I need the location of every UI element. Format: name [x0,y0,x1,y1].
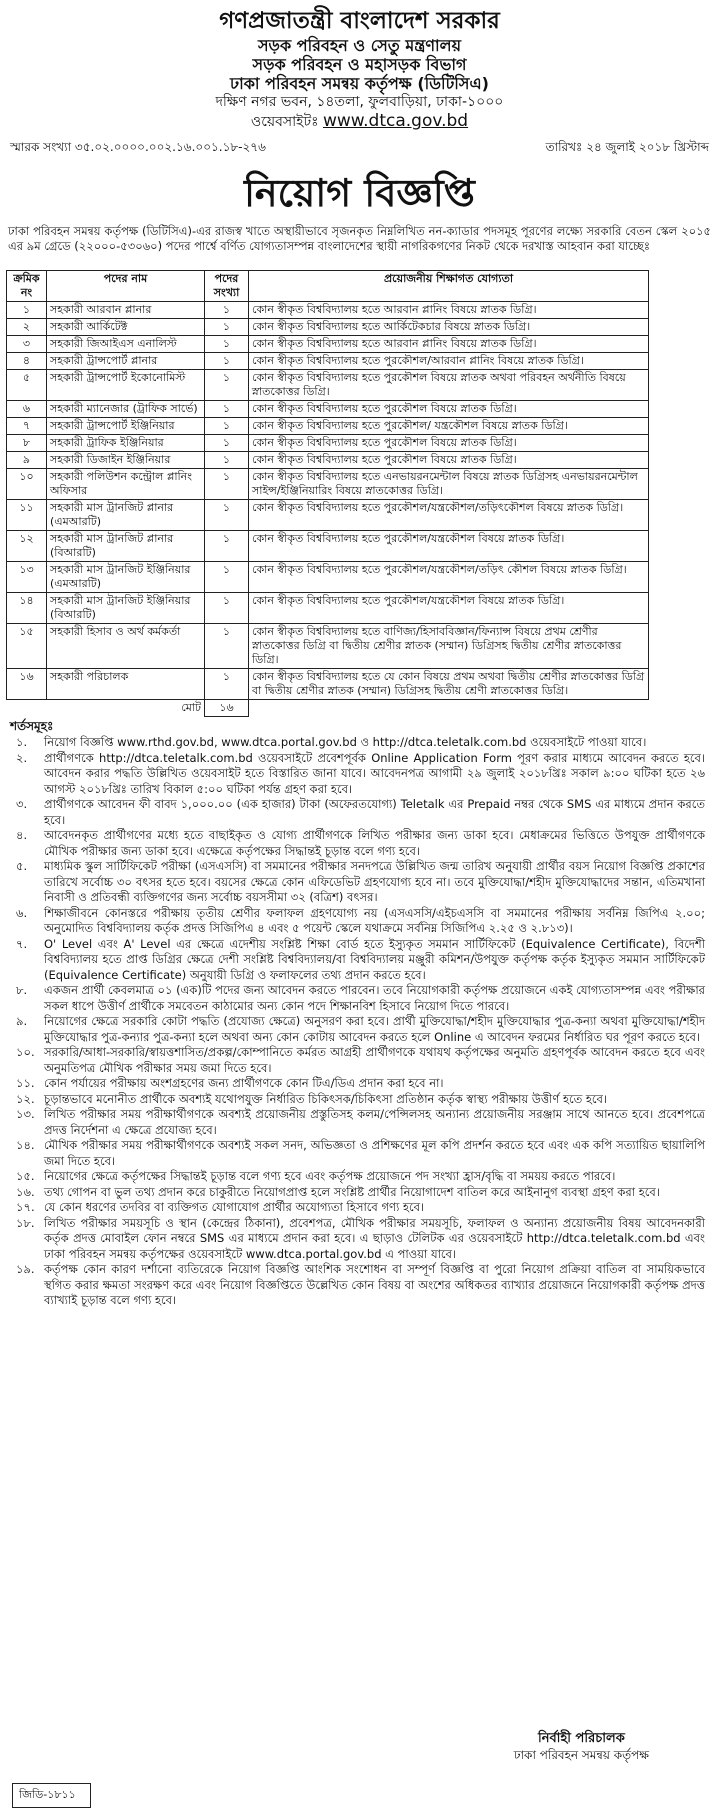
memo-number: স্মারক সংখ্যা ৩৫.০২.০০০০.০০২.১৬.০০১.১৮-২৭৬ [10,140,266,154]
post-count-cell: ১ [205,302,249,319]
post-count-cell: ১ [205,370,249,401]
notice-title: নিয়োগ বিজ্ঞপ্তি [244,171,475,215]
qualification-cell: কোন স্বীকৃত বিশ্ববিদ্যালয় হতে পুরকৌশল/যন্ত্রকৌশল বিষয়ে স্নাতক ডিগ্রি। [249,593,649,624]
post-count-cell: ১ [205,469,249,500]
qualification-cell: কোন স্বীকৃত বিশ্ববিদ্যালয় হতে পুরকৌশল/যন্ত্রকৌশল/তড়িৎ কৌশল বিষয়ে স্নাতক ডিগ্রি। [249,562,649,593]
qualification-cell: কোন স্বীকৃত বিশ্ববিদ্যালয় হতে আরবান প্লানিং বিষয়ে স্নাতক ডিগ্রি। [249,336,649,353]
total-label: মোট [181,701,201,714]
post-count-cell: ১ [205,401,249,418]
website-link[interactable]: www.dtca.gov.bd [323,111,469,131]
condition-item [6,751,713,798]
post-count-cell: ১ [205,452,249,469]
condition-item [6,1200,713,1216]
post-count-cell: ১ [205,624,249,669]
website-line [0,112,719,132]
serial-cell: ২ [7,319,47,336]
condition-text: কোন পর্যায়ের পরীক্ষায় অংশগ্রহণের জন্য প্রার্থীগণকে কোন টিএ/ডিএ প্রদান করা হবে না। [44,1076,444,1090]
condition-item [6,828,713,859]
condition-item [6,1185,713,1201]
post-count-cell: ১ [205,562,249,593]
condition-number: ৯. [16,1014,28,1028]
condition-number: ১. [16,735,28,749]
condition-text: লিখিত পরীক্ষার সময় পরীক্ষার্থীগণকে অবশ্যই প্রয়োজনীয় প্রস্তুতিসহ কলম/পেন্সিলসহ অন্যান্য প্রয়োজনীয় সরঞ্জাম সাথে আনতে হবে। প্রবেশপত্রে প্রদত্ত নির্দেশনা এ ক্ষেত্রে প্রযোজ্য হবে। [44,1107,705,1137]
post-name-cell: সহকারী মাস ট্রানজিট ইঞ্জিনিয়ার (এমআরটি) [47,562,205,593]
serial-cell: ১৩ [7,562,47,593]
condition-text: আবেদনকৃত প্রার্থীগণের মধ্যে হতে বাছাইকৃত ও যোগ্য প্রার্থীগণকে লিখিত পরীক্ষার জন্য ডাকা হবে। মেধাক্রমের ভিত্তিতে উপযুক্ত প্রার্থীগণকে মৌখিক পরীক্ষার জন্য ডাকা হবে। এক্ষেত্রে কর্তৃপক্ষের সিদ্ধান্তই চূড়ান্ত বলে গণ্য হবে। [44,828,705,858]
post-name-cell: সহকারী মাস ট্রানজিট প্লানার (এমআরটি) [47,500,205,531]
header-serial: ক্রমিক নং [7,271,47,302]
serial-cell: ১০ [7,469,47,500]
posts-table [6,270,649,717]
serial-cell: ৫ [7,370,47,401]
condition-text: মৌখিক পরীক্ষার সময় পরীক্ষার্থীগণকে অবশ্যই সকল সনদ, অভিজ্ঞতা ও প্রশিক্ষণের মূল কপি প্রদর্শন করতে হবে এবং এক কপি সত্যায়িত ছায়ালিপি জমা দিতে হবে। [44,1138,705,1168]
qualification-cell: কোন স্বীকৃত বিশ্ববিদ্যালয় হতে এনভায়রনমেন্টাল বিষয়ে স্নাতক ডিগ্রিসহ এনভায়রনমেন্টাল সাইন্স/ইঞ্জিনিয়ারিং বিষয়ে স্নাতকোত্তর ডিগ্রি। [249,469,649,500]
notice-page [0,6,719,1814]
condition-text: তথ্য গোপন বা ভুল তথ্য প্রদান করে চাকুরীতে নিয়োগপ্রাপ্ত হলে সংশ্লিষ্ট প্রার্থীর নিয়োগাদেশ বাতিল করে আইনানুগ ব্যবস্থা গ্রহণ করা হবে। [44,1184,660,1199]
condition-text: যে কোন ধরণের তদবির বা ব্যক্তিগত যোগাযোগ প্রার্থীর অযোগ্যতা হিসাবে গণ্য হবে। [44,1200,425,1214]
condition-item [6,906,713,937]
qualification-cell: কোন স্বীকৃত বিশ্ববিদ্যালয় হতে পুরকৌশল বিষয়ে স্নাতক ডিগ্রি। [249,452,649,469]
address: দক্ষিণ নগর ভবন, ১৪তলা, ফুলবাড়িয়া, ঢাকা-১০০০ [215,94,504,110]
post-count-cell: ১ [205,353,249,370]
condition-item [6,1169,713,1185]
condition-number: ১৩. [16,1107,35,1121]
reference-row [0,134,719,160]
condition-text: O' Level এবং A' Level এর ক্ষেত্রে এদেশীয় সংশ্লিষ্ট শিক্ষা বোর্ড হতে ইস্যুকৃত সমমান সার্টিফিকেট (Equivalence Certificate), বিদেশী বিশ্ববিদ্যালয় হতে প্রাপ্ত ডিগ্রির ক্ষেত্রে দেশী সংশ্লিষ্ট বিশ্ববিদ্যালয়/বা বিশ্ববিদ্যালয় মঞ্জুরী কমিশন/উপযুক্ত কর্তৃপক্ষ কর্তৃক ইস্যুকৃত সমমান সার্টিফিকেট (Equivalence Certificate) অনুযায়ী ডিগ্রি ও ফলাফলের তথ্য প্রদান করতে হবে। [44,936,705,982]
post-name-cell: সহকারী ট্রান্সপোর্ট ইঞ্জিনিয়ার [47,418,205,435]
post-name-cell: সহকারী জিআইএস এনালিস্ট [47,336,205,353]
condition-item [6,797,713,828]
post-name-cell: সহকারী ট্রান্সপোর্ট ইকোনোমিস্ট [47,370,205,401]
qualification-cell: কোন স্বীকৃত বিশ্ববিদ্যালয় হতে পুরকৌশল বিষয়ে স্নাতক ডিগ্রি। [249,435,649,452]
authority-name: ঢাকা পরিবহন সমন্বয় কর্তৃপক্ষ (ডিটিসিএ) [230,74,489,93]
serial-cell: ১৬ [7,669,47,700]
conditions-title: শর্তসমূহঃ [10,719,54,733]
qualification-cell: কোন স্বীকৃত বিশ্ববিদ্যালয় হতে পুরকৌশল/আরবান প্লানিং বিষয়ে স্নাতক ডিগ্রি। [249,353,649,370]
qualification-cell: কোন স্বীকৃত বিশ্ববিদ্যালয় হতে পুরকৌশল/ যন্ত্রকৌশল বিষয়ে স্নাতক ডিগ্রি। [249,418,649,435]
intro-paragraph: ঢাকা পরিবহন সমন্বয় কর্তৃপক্ষ (ডিটিসিএ)-এর রাজস্ব খাতে অস্থায়ীভাবে সৃজনকৃত নিম্নলিখিত নন-ক্যাডার পদসমূহ পূরণের লক্ষ্যে সরকারি বেতন স্কেল ২০১৫ এর ৯ম গ্রেডে (২২০০০-৫৩০৬০) পদের পার্শ্বে বর্ণিত যোগ্যতাসম্পন্ন বাংলাদেশের স্থায়ী নাগরিকগণের নিকট থেকে দরখাস্ত আহবান করা যাচ্ছেঃ [8,224,711,253]
post-name-cell: সহকারী মাস ট্রানজিট ইঞ্জিনিয়ার (বিআরটি) [47,593,205,624]
condition-item [6,1076,713,1092]
condition-number: ১২. [16,1091,35,1106]
govt-name: গণপ্রজাতন্ত্রী বাংলাদেশ সরকার [219,8,500,34]
condition-item [6,937,713,984]
serial-cell: ৮ [7,435,47,452]
condition-number: ১৯. [16,1262,35,1276]
condition-number: ৪. [16,828,28,842]
signatory-office: ঢাকা পরিবহন সমন্বয় কর্তৃপক্ষ [513,1748,649,1762]
condition-number: ৮. [16,983,28,997]
header-post: পদের নাম [47,271,205,302]
qualification-cell: কোন স্বীকৃত বিশ্ববিদ্যালয় হতে বাণিজ্য/হিসাববিজ্ঞান/ফিন্যান্স বিষয়ে প্রথম শ্রেণীর স্নাতকোত্তর ডিগ্রি বা দ্বিতীয় শ্রেণীর স্নাতক (সম্মান) ডিগ্রিসহ দ্বিতীয় শ্রেণীর স্নাতকোত্তর ডিগ্রি। [249,624,649,669]
footer-code: জিডি-১৮১১ [12,1783,91,1808]
condition-item [6,1216,713,1263]
post-count-cell: ১ [205,319,249,336]
condition-text: লিখিত পরীক্ষার সময়সূচি ও স্থান (কেন্দ্রের ঠিকানা), প্রবেশপত্র, মৌখিক পরীক্ষার সময়সূচি, ফলাফল ও অন্যান্য প্রয়োজনীয় বিষয় আবেদনকারী কর্তৃক প্রদত্ত মোবাইল ফোন নম্বরে SMS এর মাধ্যমে প্রদান করা হবে। এ ছাড়াও টেলিটক এর ওয়েবসাইটে http://dtca.teletalk.com.bd এবং ঢাকা পরিবহন সমন্বয় কর্তৃপক্ষের ওয়েবসাইটে www.dtca.portal.gov.bd এ পাওয়া যাবে। [44,1215,706,1261]
table-row [7,500,649,531]
post-name-cell: সহকারী ট্রাফিক ইঞ্জিনিয়ার [47,435,205,452]
condition-number: ১০. [16,1045,35,1059]
table-row [7,624,649,669]
table-row [7,302,649,319]
qualification-cell: কোন স্বীকৃত বিশ্ববিদ্যালয় হতে পুরকৌশল/যন্ত্রকৌশল বিষয়ে স্নাতক ডিগ্রি। [249,531,649,562]
post-name-cell: সহকারী পলিউশন কন্ট্রোল প্লানিং অফিসার [47,469,205,500]
post-name-cell: সহকারী ট্রান্সপোর্ট প্লানার [47,353,205,370]
post-count-cell: ১ [205,435,249,452]
condition-item [6,859,713,906]
condition-number: ৩. [16,797,28,811]
condition-item [6,1138,713,1169]
serial-cell: ১২ [7,531,47,562]
serial-cell: ৬ [7,401,47,418]
condition-item [6,1107,713,1138]
condition-number: ২. [16,750,28,765]
post-count-cell: ১ [205,593,249,624]
serial-cell: ৭ [7,418,47,435]
serial-cell: ৩ [7,336,47,353]
condition-item [6,1014,713,1045]
qualification-cell: কোন স্বীকৃত বিশ্ববিদ্যালয় হতে পুরকৌশল/যন্ত্রকৌশল/তড়িৎকৌশল বিষয়ে স্নাতক ডিগ্রি। [249,500,649,531]
condition-number: ১৬. [16,1184,35,1199]
serial-cell: ৯ [7,452,47,469]
table-row [7,418,649,435]
division-name: সড়ক পরিবহন ও মহাসড়ক বিভাগ [252,55,467,74]
serial-cell: ১৫ [7,624,47,669]
ministry-name: সড়ক পরিবহন ও সেতু মন্ত্রণালয় [257,36,462,55]
post-name-cell: সহকারী হিসাব ও অর্থ কর্মকর্তা [47,624,205,669]
table-row [7,469,649,500]
total-value: ১৬ [205,700,249,717]
condition-text: কর্তৃপক্ষ কোন কারণ দর্শানো ব্যতিরেকে নিয়োগ বিজ্ঞপ্তি আংশিক সংশোধন বা সম্পূর্ণ বিজ্ঞপ্তি বা পুরো নিয়োগ প্রক্রিয়া বাতিল বা সাময়িকভাবে স্থগিত করার ক্ষমতা সংরক্ষণ করে এবং নিয়োগ বিজ্ঞপ্তিতে উল্লেখিত কোন বিষয় বা অংশের অধিকতর ব্যাখ্যার প্রয়োজনে নিয়োগকারী কর্তৃপক্ষ প্রদত্ত ব্যাখ্যাই চূড়ান্ত বলে গণ্য হবে। [44,1262,705,1307]
serial-cell: ১৪ [7,593,47,624]
table-header-row [7,271,649,302]
condition-number: ১৪. [16,1138,35,1152]
qualification-cell: কোন স্বীকৃত বিশ্ববিদ্যালয় হতে আর্কিটেকচার বিষয়ে স্নাতক ডিগ্রি। [249,319,649,336]
condition-item [6,983,713,1014]
post-count-cell: ১ [205,531,249,562]
post-name-cell: সহকারী আরবান প্লানার [47,302,205,319]
condition-item [6,1092,713,1108]
conditions-list [6,735,713,1309]
condition-text: শিক্ষাজীবনে কোনস্তরে পরীক্ষায় তৃতীয় শ্রেণীর ফলাফল গ্রহণযোগ্য নয় (এসএসসি/এইচএসসি বা সমমানের পরীক্ষায় সর্বনিম্ন জিপিএ ২.০০; অনুমোদিত বিশ্ববিদ্যালয় কর্তৃক প্রদত্ত সিজিপিএ ৪ এবং ৫ পয়েন্ট স্কেলে যথাক্রমে সর্বনিম্ন সিজিপিএ ২.২৫ ও ২.৮১৩)। [44,905,705,935]
condition-text: প্রার্থীগণকে আবেদন ফী বাবদ ১,০০০.০০ (এক হাজার) টাকা (অফেরতযোগ্য) Teletalk এর Prepaid নম্বর থেকে SMS এর মাধ্যমে প্রদান করতে হবে। [44,797,705,827]
post-count-cell: ১ [205,669,249,700]
post-count-cell: ১ [205,418,249,435]
post-name-cell: সহকারী পরিচালক [47,669,205,700]
qualification-cell: কোন স্বীকৃত বিশ্ববিদ্যালয় হতে যে কোন বিষয়ে প্রথম অথবা দ্বিতীয় শ্রেণীর স্নাতকোত্তর ডিগ্রি বা দ্বিতীয় শ্রেণীর স্নাতক (সম্মান) ডিগ্রিসহ দ্বিতীয় শ্রেণী স্নাতকোত্তর ডিগ্রি। [249,669,649,700]
post-name-cell: সহকারী মাস ট্রানজিট প্লানার (বিআরটি) [47,531,205,562]
notice-date: তারিখঃ ২৪ জুলাই ২০১৮ খ্রিস্টাব্দ [545,140,709,154]
table-row [7,401,649,418]
condition-text: সরকারি/আধা-সরকারি/স্বায়ত্তশাসিত/প্রকল্প/কোম্পানিতে কর্মরত আগ্রহী প্রার্থীগণকে যথাযথ কর্তৃপক্ষের অনুমতি গ্রহণপূর্বক আবেদন করতে হবে এবং অনুমতিপত্র মৌখিক পরীক্ষার সময় জমা দিতে হবে। [44,1045,705,1075]
table-row [7,353,649,370]
table-row [7,593,649,624]
post-name-cell: সহকারী ডিজাইন ইঞ্জিনিয়ার [47,452,205,469]
condition-text: নিয়োগ বিজ্ঞপ্তি www.rthd.gov.bd, www.dtca.portal.gov.bd ও http://dtca.teletalk.com.bd ওয়েবসাইটে পাওয়া যাবে। [44,735,647,749]
table-row [7,319,649,336]
qualification-cell: কোন স্বীকৃত বিশ্ববিদ্যালয় হতে পুরকৌশল বিষয়ে স্নাতক ডিগ্রি। [249,401,649,418]
condition-number: ৭. [16,936,28,951]
condition-text: প্রার্থীগণকে http://dtca.teletalk.com.bd ওয়েবসাইটে প্রবেশপূর্বক Online Application Form পূরণ করার মাধ্যমে আবেদন করতে হবে। আবেদন করার পদ্ধতি উল্লিখিত ওয়েবসাইট হতে বিস্তারিত জানা যাবে। আবেদনপত্র আগামী ২৯ জুলাই ২০১৮খ্রিঃ সকাল ৯:০০ ঘটিকা হতে ২৬ আগস্ট ২০১৮খ্রিঃ তারিখ বিকাল ৫:০০ ঘটিকা পর্যন্ত গ্রহণ করা হবে। [44,750,705,796]
signatory-designation: নির্বাহী পরিচালক [537,1731,625,1746]
table-row [7,562,649,593]
qualification-cell: কোন স্বীকৃত বিশ্ববিদ্যালয় হতে আরবান প্লানিং বিষয়ে স্নাতক ডিগ্রি। [249,302,649,319]
condition-number: ১৫. [16,1169,35,1183]
serial-cell: ১১ [7,500,47,531]
post-name-cell: সহকারী ম্যানেজার (ট্রাফিক সার্ভে) [47,401,205,418]
table-row [7,370,649,401]
condition-text: মাধ্যমিক স্কুল সার্টিফিকেট পরীক্ষা (এসএসসি) বা সমমানের পরীক্ষার সনদপত্রে উল্লিখিত জন্ম তারিখ অনুযায়ী প্রার্থীর বয়স নিয়োগ বিজ্ঞপ্তি প্রকাশের তারিখে সর্বোচ্চ ৩০ বৎসর হতে হবে। বয়সের ক্ষেত্রে কোন এফিডেভিট গ্রহণযোগ্য হবে না। তবে মুক্তিযোদ্ধা/শহীদ মুক্তিযোদ্ধাদের সন্তান, এতিমখানা নিবাসী ও প্রতিবন্ধী ব্যক্তিগণের জন্য সর্বোচ্চ বয়সসীমা ৩২ (বত্রিশ) বৎসর। [44,859,705,904]
table-row [7,435,649,452]
condition-item [6,735,713,751]
condition-text: নিয়োগের ক্ষেত্রে কর্তৃপক্ষের সিদ্ধান্তই চূড়ান্ত বলে গণ্য হবে এবং কর্তৃপক্ষ প্রয়োজনে পদ সংখ্যা হ্রাস/বৃদ্ধি বা সময়য় করতে পারবে। [44,1169,616,1183]
condition-item [6,1262,713,1309]
condition-number: ১৭. [16,1200,35,1214]
condition-number: ৫. [16,859,28,873]
post-name-cell: সহকারী আর্কিটেক্ট [47,319,205,336]
condition-number: ১১. [16,1076,35,1090]
post-count-cell: ১ [205,500,249,531]
total-row [7,700,649,717]
website-label: ওয়েবসাইটঃ [250,114,319,130]
table-row [7,336,649,353]
table-row [7,669,649,700]
header-count: পদের সংখ্যা [205,271,249,302]
header [0,6,719,132]
condition-text: নিয়োগের ক্ষেত্রে সরকারি কোটা পদ্ধতি (প্রযোজ্য ক্ষেত্রে) অনুসরণ করা হবে। প্রার্থী মুক্তিযোদ্ধা/শহীদ মুক্তিযোদ্ধার পুত্র-কন্যা অথবা মুক্তিযোদ্ধা/শহীদ মুক্তিযোদ্ধার পুত্র-কন্যার পুত্র-কন্যা হলে অথবা অন্য কোন কোটায় আবেদন করতে হলে Online এ আবেদন ফরমের নির্ধারিত ঘর পূরণ করতে হবে। [44,1014,705,1044]
post-count-cell: ১ [205,336,249,353]
serial-cell: ৪ [7,353,47,370]
serial-cell: ১ [7,302,47,319]
condition-text: চূড়ান্তভাবে মনোনীত প্রার্থীকে অবশ্যই যথোপযুক্ত নির্ধারিত চিকিৎসক/চিকিৎসা প্রতিষ্ঠান কর্তৃক স্বাস্থ্য পরীক্ষায় উত্তীর্ণ হতে হবে। [44,1091,608,1106]
condition-item [6,1045,713,1076]
table-row [7,531,649,562]
condition-number: ৬. [16,905,28,920]
condition-text: একজন প্রার্থী কেবলমাত্র ০১ (এক)টি পদের জন্য আবেদন করতে পারবেন। তবে নিয়োগকারী কর্তৃপক্ষ প্রয়োজনে একই যোগ্যতাসম্পন্ন এবং পরীক্ষার সকল ধাপে উত্তীর্ণ প্রার্থীকে সমবেতন কাঠামোর অন্য কোন পদে শিক্ষানবিশ হিসাবে নিয়োগ দিতে পারবে। [44,983,705,1013]
table-row [7,452,649,469]
qualification-cell: কোন স্বীকৃত বিশ্ববিদ্যালয় হতে পুরকৌশল বিষয়ে স্নাতক অথবা পরিবহন অর্থনীতি বিষয়ে স্নাতকোত্তর ডিগ্রি। [249,370,649,401]
header-qualification: প্রয়োজনীয় শিক্ষাগত যোগ্যতা [249,271,649,302]
condition-number: ১৮. [16,1215,35,1230]
signature-block [514,1730,649,1764]
